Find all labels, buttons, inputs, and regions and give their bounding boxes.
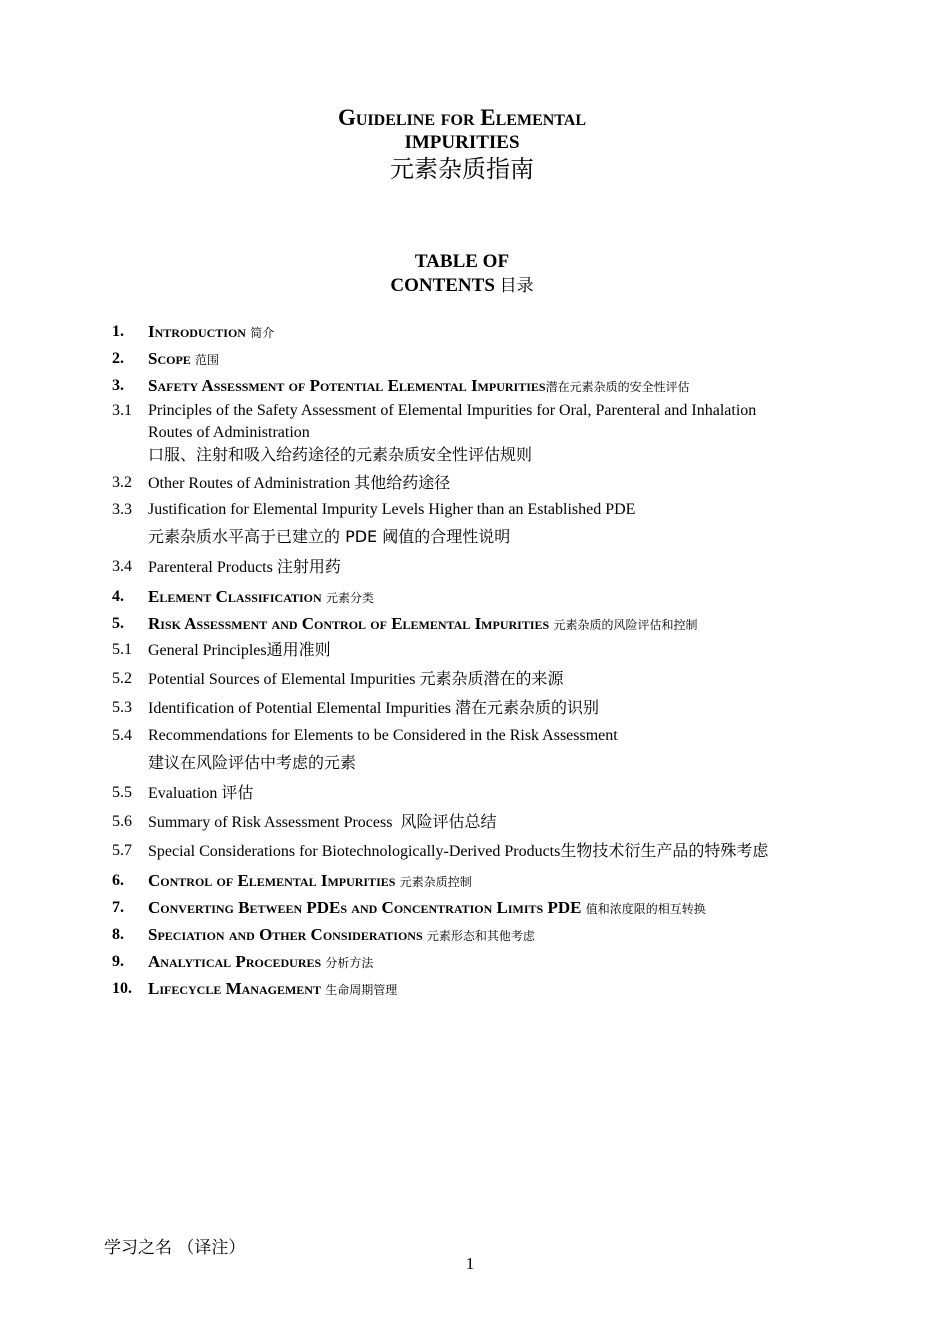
toc-heading (0, 250, 924, 298)
toc-label: Safety Assessment of Potential Elemental Impurities潜在元素杂质的安全性评估 (148, 376, 690, 395)
toc-heading-line1: TABLE OF (414, 251, 510, 272)
toc-number: 5.7 (112, 842, 132, 859)
toc-label: Lifecycle Management 生命周期管理 (148, 979, 398, 998)
toc-label: Identification of Potential Elemental Impurities 潜在元素杂质的识别 (148, 698, 600, 717)
toc-number: 3. (112, 377, 124, 394)
toc-label: Control of Elemental Impurities 元素杂质控制 (148, 871, 472, 890)
toc-number: 5.1 (112, 641, 132, 658)
toc-label: Scope 范围 (148, 349, 220, 368)
toc-number: 6. (112, 872, 124, 889)
toc-number: 5.4 (112, 727, 132, 744)
toc-label: Evaluation 评估 (148, 783, 254, 802)
toc-number: 1. (112, 323, 124, 340)
toc-label: Principles of the Safety Assessment of Elemental Impurities for Oral, Parenteral and Inhalation Routes of Administration 口服、注射和吸入给药途径的元素杂质安全性评估规则 (148, 402, 757, 464)
toc-number: 10. (112, 980, 132, 997)
title-chinese: 元素杂质指南 (390, 155, 534, 183)
toc-number: 5.3 (112, 699, 132, 716)
toc-number: 7. (112, 899, 124, 916)
toc-number: 3.4 (112, 558, 132, 575)
toc-label: Speciation and Other Considerations 元素形态和其他考虑 (148, 925, 535, 944)
toc-number: 2. (112, 350, 124, 367)
toc-number: 3.1 (112, 402, 132, 419)
footer-note: 学习之名 （译注） (104, 1238, 246, 1258)
toc-number: 4. (112, 588, 124, 605)
title-sub: IMPURITIES (404, 132, 520, 153)
toc-number: 9. (112, 953, 124, 970)
toc-label: Other Routes of Administration 其他给药途径 (148, 473, 451, 492)
toc-label: General Principles通用准则 (148, 640, 331, 659)
toc-label: Recommendations for Elements to be Considered in the Risk Assessment 建议在风险评估中考虑的元素 (148, 727, 618, 772)
toc-number: 5. (112, 615, 124, 632)
toc-label: Risk Assessment and Control of Elemental Impurities 元素杂质的风险评估和控制 (148, 614, 698, 633)
title-main: Guideline for Elemental (337, 105, 587, 130)
toc-label: Potential Sources of Elemental Impurities 元素杂质潜在的来源 (148, 669, 564, 688)
toc-label: Parenteral Products 注射用药 (148, 557, 341, 576)
toc-label: Element Classification 元素分类 (148, 587, 374, 606)
toc-heading-line2: CONTENTS 目录 (390, 275, 534, 296)
toc-number: 3.3 (112, 501, 132, 518)
toc-label: Summary of Risk Assessment Process 风险评估总结 (148, 812, 497, 831)
page-number: 1 (465, 1254, 475, 1273)
toc-number: 3.2 (112, 474, 132, 491)
toc-heading-chinese: 目录 (499, 276, 534, 296)
toc-number: 8. (112, 926, 124, 943)
toc-number: 5.2 (112, 670, 132, 687)
toc-label: Special Considerations for Biotechnologically-Derived Products生物技术衍生产品的特殊考虑 (148, 841, 769, 860)
document-title (0, 104, 924, 184)
toc-label: Justification for Elemental Impurity Levels Higher than an Established PDE 元素杂质水平高于已建立的 PDE 阈值的合理性说明 (148, 501, 636, 546)
toc-label: Converting Between PDEs and Concentration Limits PDE 值和浓度限的相互转换 (148, 898, 706, 917)
toc-number: 5.6 (112, 813, 132, 830)
toc-number: 5.5 (112, 784, 132, 801)
toc-label: Introduction 简介 (148, 322, 275, 341)
toc-label: Analytical Procedures 分析方法 (148, 952, 374, 971)
